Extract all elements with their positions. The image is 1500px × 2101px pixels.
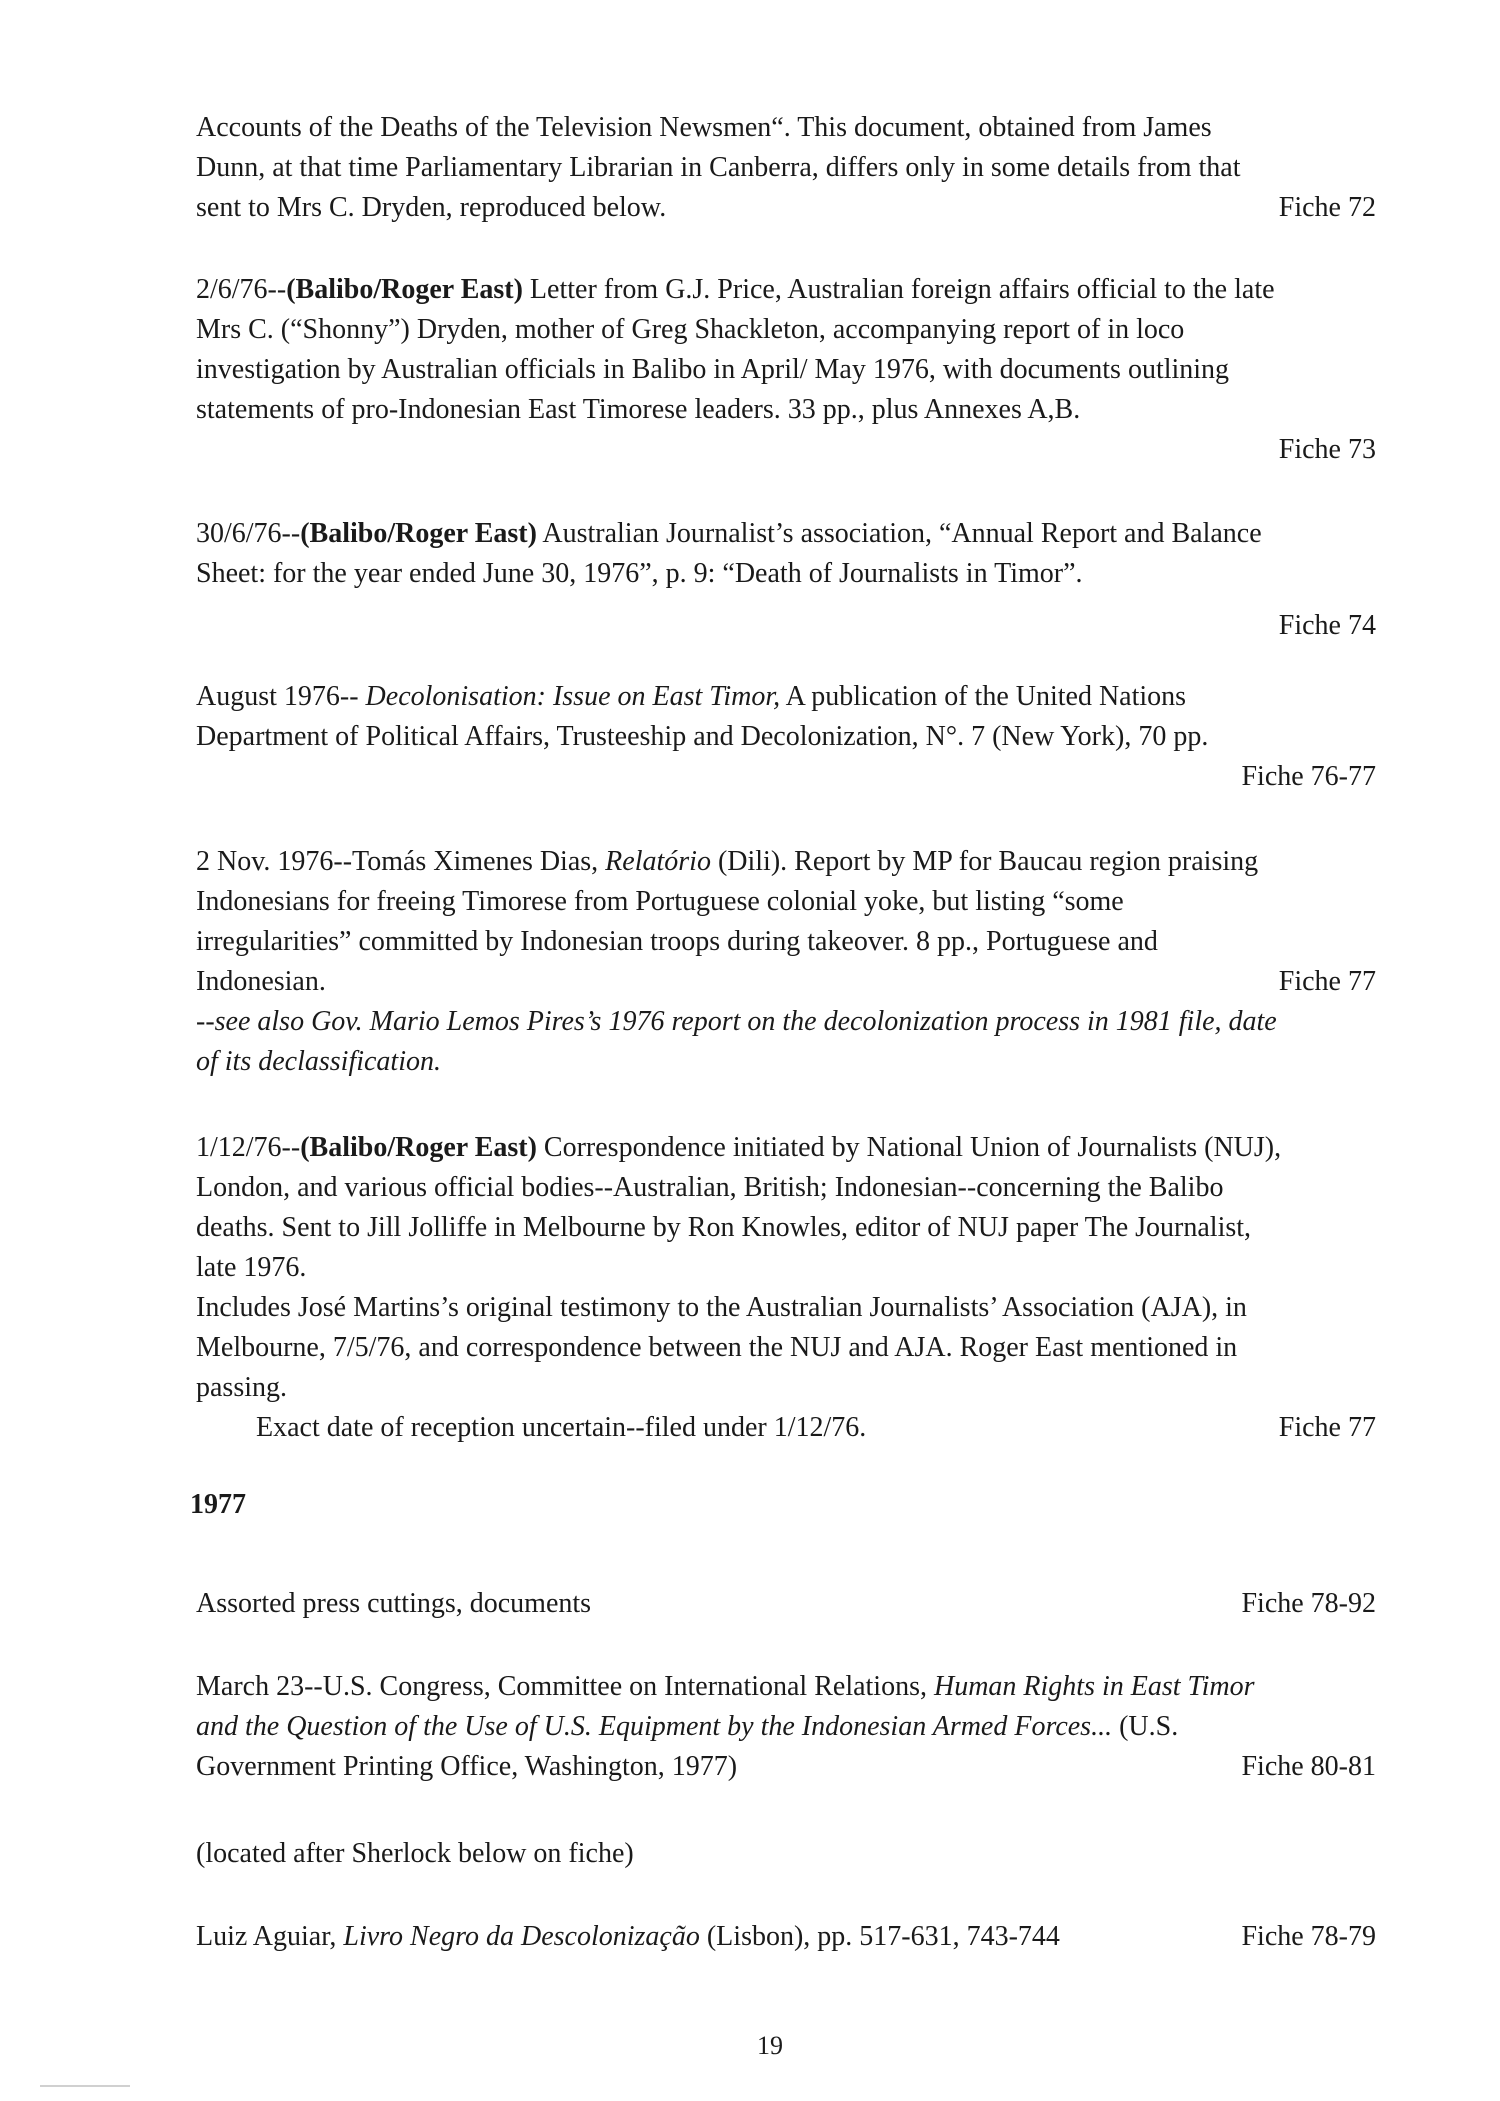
fiche-reference: Fiche 80-81 [1241,1751,1376,1782]
entry-un-decolonisation [196,677,1376,797]
publication-title: Decolonisation: Issue on East Timor, [365,681,781,712]
text-line: investigation by Australian officials in Balibo in April/ May 1976, with documents outlining [196,354,1230,385]
fiche-reference: Fiche 76-77 [1241,761,1376,792]
publication-title: Relatório [605,846,711,877]
entry-nuj-correspondence [196,1128,1376,1448]
text-segment: A publication of the United Nations [780,681,1187,712]
fiche-reference: Fiche 74 [1278,610,1376,641]
text-line: Accounts of the Deaths of the Television Newsmen“. This document, obtained from James [196,112,1212,143]
fiche-reference: Fiche 78-92 [1241,1588,1376,1619]
text-line: statements of pro-Indonesian East Timorese leaders. 33 pp., plus Annexes A,B. [196,394,1081,425]
text-line: Government Printing Office, Washington, 1977) [196,1751,738,1782]
text-line: Dunn, at that time Parliamentary Librarian in Canberra, differs only in some details from that [196,152,1241,183]
publication-title: Livro Negro da Descolonização [343,1921,700,1952]
text-line: deaths. Sent to Jill Jolliffe in Melbourne by Ron Knowles, editor of NUJ paper The Journalist, [196,1212,1252,1243]
text-line: Sheet: for the year ended June 30, 1976”, p. 9: “Death of Journalists in Timor”. [196,558,1083,589]
text-line [196,1128,1376,1168]
text-line: late 1976. [196,1252,307,1283]
text-line: sent to Mrs C. Dryden, reproduced below. [196,192,667,223]
entry-tag: (Balibo/Roger East) [300,1132,537,1163]
text-segment: (U.S. [1112,1711,1179,1742]
text-line: Assorted press cuttings, documents [196,1588,592,1619]
text-line: irregularities” committed by Indonesian troops during takeover. 8 pp., Portuguese and [196,926,1158,957]
text-line: passing. [196,1372,287,1403]
text-segment: Letter from G.J. Price, Australian foreign affairs official to the late [522,274,1275,305]
text-line: Indonesian. [196,966,326,997]
entry-aja-report [196,514,1376,646]
text-segment: (Lisbon), pp. 517-631, 743-744 [699,1921,1060,1952]
entry-livro-negro [196,1917,1376,1957]
fiche-reference: Fiche 77 [1278,1412,1376,1443]
entry-accounts-deaths [196,108,1376,228]
entry-date: 2/6/76-- [196,274,287,305]
text-line [196,1707,1376,1747]
text-line: Exact date of reception uncertain--filed under 1/12/76. [256,1412,867,1443]
entry-date: August 1976-- [196,681,366,712]
entry-tag: (Balibo/Roger East) [286,274,523,305]
entry-press-cuttings [196,1584,1376,1624]
entry-price-letter [196,270,1376,470]
fiche-reference: Fiche 77 [1278,966,1376,997]
text-line [196,1917,1060,1957]
text-line [196,677,1376,717]
see-also-text: --see also Gov. Mario Lemos Pires’s 1976 report on the decolonization process in 1981 file, date [196,1006,1277,1037]
text-line: Indonesians for freeing Timorese from Portuguese colonial yoke, but listing “some [196,886,1124,917]
text-line: London, and various official bodies--Australian, British; Indonesian--concerning the Balibo [196,1172,1224,1203]
scan-artifact-line [40,2085,130,2087]
fiche-reference: Fiche 73 [1278,434,1376,465]
fiche-reference: Fiche 78-79 [1241,1921,1376,1952]
text-line [196,842,1376,882]
text-segment: March 23--U.S. Congress, Committee on International Relations, [196,1671,934,1702]
text-segment: Australian Journalist’s association, “Annual Report and Balance [536,518,1262,549]
entry-date: 30/6/76-- [196,518,301,549]
see-also-note [196,1042,1376,1082]
entry-location-note [196,1834,1376,1874]
text-line: Melbourne, 7/5/76, and correspondence between the NUJ and AJA. Roger East mentioned in [196,1332,1238,1363]
publication-title: Human Rights in East Timor [933,1671,1255,1702]
fiche-reference: Fiche 72 [1278,192,1376,223]
text-line [196,270,1376,310]
entry-us-congress [196,1667,1376,1787]
text-line [196,514,1376,554]
text-line [196,1667,1376,1707]
text-line: Includes José Martins’s original testimony to the Australian Journalists’ Association (AJA), in [196,1292,1247,1323]
entry-date: 2 Nov. 1976--Tomás Ximenes Dias, [196,846,606,877]
entry-date: 1/12/76-- [196,1132,301,1163]
text-segment: Luiz Aguiar, [196,1921,344,1952]
see-also-note [196,1002,1376,1042]
text-line: Mrs C. (“Shonny”) Dryden, mother of Greg Shackleton, accompanying report of in loco [196,314,1185,345]
see-also-text: of its declassification. [196,1046,441,1077]
text-line: (located after Sherlock below on fiche) [196,1838,634,1869]
page-number: 19 [757,2031,783,2060]
entry-tag: (Balibo/Roger East) [300,518,537,549]
publication-title: and the Question of the Use of U.S. Equipment by the Indonesian Armed Forces... [196,1711,1113,1742]
text-segment: (Dili). Report by MP for Baucau region praising [710,846,1259,877]
text-line: Department of Political Affairs, Trusteeship and Decolonization, N°. 7 (New York), 70 pp. [196,721,1209,752]
entry-relatorio [196,842,1376,1082]
text-segment: Correspondence initiated by National Union of Journalists (NUJ), [536,1132,1282,1163]
year-heading: 1977 [190,1489,246,1520]
